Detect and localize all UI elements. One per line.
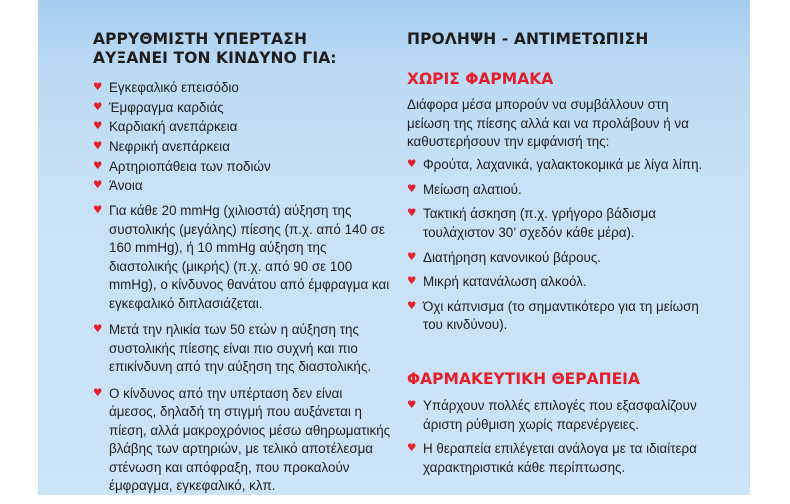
heart-icon: ♥ [93, 179, 103, 192]
list-item: ♥ Για κάθε 20 mmHg (χιλιοστά) αύξηση της συστολικής (μεγάλης) πίεσης (π.χ. από 140 σε 160 mmHg), ή 10 mmHg αύξηση της διαστολικής (μικρής) (π.χ. από 90 σε 100 mmHg), ο κίνδυνος θανάτου από έμφραγμα και εγκεφαλικό διπλασιάζεται. [93, 203, 390, 311]
list-item: ♥ Νεφρική ανεπάρκεια [93, 139, 230, 155]
list-item: ♥ Μείωση αλατιού. [407, 181, 522, 197]
heart-icon: ♥ [407, 207, 417, 220]
list-item: ♥ Ο κίνδυνος από την υπέρταση δεν είναι άμεσος, δηλαδή τη στιγμή που αυξάνεται η πίεση, αλλά μακροχρόνιος μέσω αθηρωματικής βλάβης των αρτηριών, με τελικό αποτέλεσμα στένωση και απόφραξη, που προκαλούν έμφραγμα, εγκεφαλικό, κλπ. [93, 385, 391, 493]
heart-icon: ♥ [407, 399, 417, 411]
heart-icon: ♥ [93, 100, 103, 113]
list-item: ♥ Υπάρχουν πολλές επιλογές που εξασφαλίζουν άριστη ρύθμιση χωρίς παρενέργειες. [407, 398, 697, 432]
heart-icon: ♥ [407, 442, 417, 455]
no-drugs-heading: ΧΩΡΙΣ ΦΑΡΜΑΚΑ [407, 70, 554, 88]
heart-icon: ♥ [407, 275, 417, 288]
info-panel [38, 0, 750, 495]
list-item: ♥ Τακτική άσκηση (π.χ. γρήγορο βάδισμα τουλάχιστον 30’ σχεδόν κάθε μέρα). [407, 206, 657, 240]
prevention-heading: ΠΡΟΛΗΨΗ - ΑΝΤΙΜΕΤΩΠΙΣΗ [407, 30, 649, 48]
list-item: ♥ Εγκεφαλικό επεισόδιο [93, 80, 239, 95]
heart-icon: ♥ [93, 386, 103, 399]
risk-heading: ΑΡΡΥΘΜΙΣΤΗ ΥΠΕΡΤΑΣΗ ΑΥΞΑΝΕΙ ΤΟΝ ΚΙΝΔΥΝΟ ΓΙΑ: [93, 30, 337, 67]
drug-therapy-list [407, 397, 707, 483]
heart-icon: ♥ [93, 140, 103, 153]
risk-list [93, 79, 393, 197]
heart-icon: ♥ [407, 299, 417, 312]
list-item: ♥ Φρούτα, λαχανικά, γαλακτοκομικά με λίγα λίπη. [407, 157, 703, 172]
list-item: ♥ Η θεραπεία επιλέγεται ανάλογα με τα ιδιαίτερα χαρακτηριστικά κάθε περίπτωσης. [407, 441, 697, 475]
heart-icon: ♥ [93, 323, 103, 335]
no-drugs-list [407, 156, 707, 341]
heart-icon: ♥ [407, 182, 417, 195]
facts-list [93, 202, 393, 504]
no-drugs-intro: Διάφορα μέσα μπορούν να συμβάλλουν στη μείωση της πίεσης αλλά και να προλάβουν ή να καθυστερήσουν την εμφάνισή της: [407, 97, 689, 149]
list-item: ♥ Μετά την ηλικία των 50 ετών η αύξηση της συστολικής πίεσης είναι πιο συχνή και πιο επικίνδυνη από την αύξηση της διαστολικής. [93, 322, 372, 374]
heart-icon: ♥ [93, 120, 103, 133]
list-item: ♥ Άνοια [93, 178, 143, 194]
list-item: ♥ Αρτηριοπάθεια των ποδιών [93, 158, 271, 174]
list-item: ♥ Μικρή κατανάλωση αλκοόλ. [407, 274, 587, 290]
heart-icon: ♥ [93, 81, 103, 93]
list-item: ♥ Έμφραγμα καρδιάς [93, 99, 224, 115]
list-item: ♥ Όχι κάπνισμα (το σημαντικότερο για τη μείωση του κινδύνου). [407, 298, 699, 333]
heart-icon: ♥ [93, 159, 103, 172]
heart-icon: ♥ [407, 250, 417, 263]
list-item: ♥ Καρδιακή ανεπάρκεια [93, 119, 238, 135]
drug-therapy-heading: ΦΑΡΜΑΚΕΥΤΙΚΗ ΘΕΡΑΠΕΙΑ [407, 370, 640, 388]
heart-icon: ♥ [93, 204, 103, 216]
heart-icon: ♥ [407, 158, 417, 170]
list-item: ♥ Διατήρηση κανονικού βάρους. [407, 249, 602, 265]
